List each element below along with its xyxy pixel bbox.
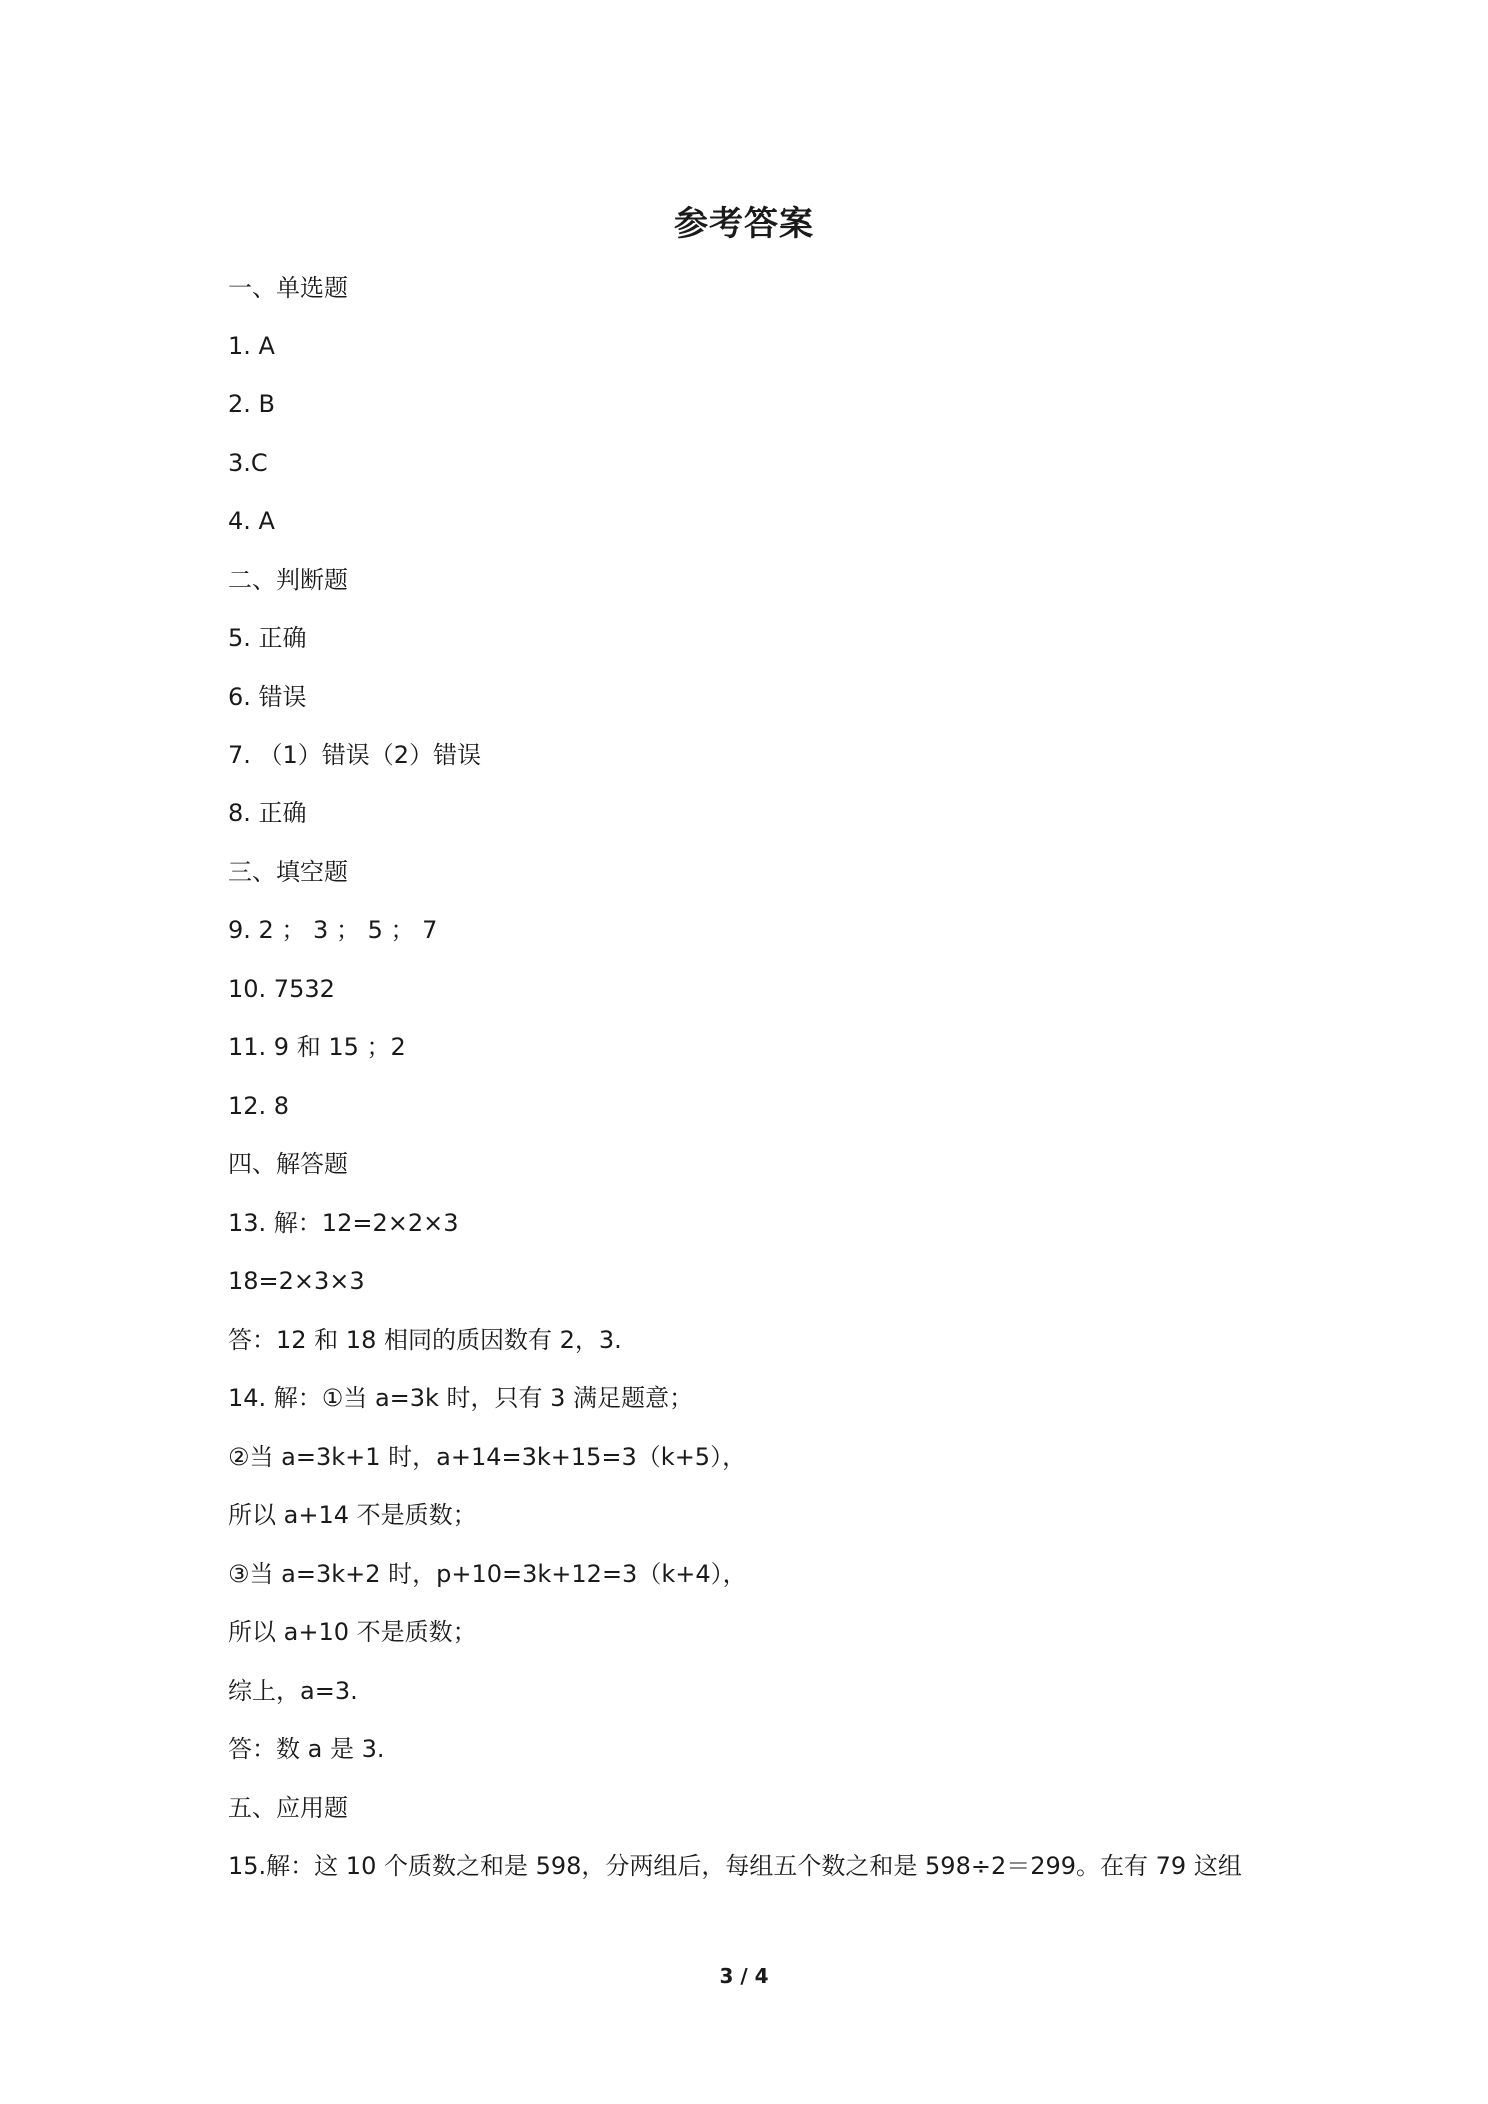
answer-line-9: 9. 2 ； 3 ； 5 ； 7: [228, 916, 438, 944]
answer-line-3: 3.C: [228, 449, 268, 477]
answer-line-11: 11. 9 和 15 ；2: [228, 1033, 406, 1061]
section-heading-true-false: 二、判断题: [228, 566, 348, 594]
section-heading-fill-blank: 三、填空题: [228, 858, 348, 886]
answer-line-14-conclusion: 答：数 a 是 3.: [228, 1735, 385, 1763]
answer-line-5: 5. 正确: [228, 624, 307, 652]
answer-line-7: 7. （1）错误（2）错误: [228, 741, 482, 769]
answer-line-4: 4. A: [228, 507, 275, 535]
section-heading-application: 五、应用题: [228, 1794, 348, 1822]
answer-line-14-case3-result: 所以 a+10 不是质数；: [228, 1618, 477, 1646]
answer-line-10: 10. 7532: [228, 975, 335, 1003]
answer-line-6: 6. 错误: [228, 683, 307, 711]
answer-line-14-case3: ③当 a=3k+2 时，p+10=3k+12=3（k+4），: [228, 1560, 747, 1588]
answer-line-8: 8. 正确: [228, 799, 307, 827]
answer-line-2: 2. B: [228, 390, 275, 418]
section-heading-single-choice: 一、单选题: [228, 274, 348, 302]
answer-line-14-case2-result: 所以 a+14 不是质数；: [228, 1501, 477, 1529]
answer-line-14-case2: ②当 a=3k+1 时，a+14=3k+15=3（k+5），: [228, 1443, 747, 1471]
section-heading-solve: 四、解答题: [228, 1150, 348, 1178]
page-title: 参考答案: [674, 204, 814, 244]
answer-line-14-summary: 综上，a=3.: [228, 1677, 358, 1705]
page-number: 3 / 4: [719, 1964, 769, 1988]
answer-line-1: 1. A: [228, 332, 275, 360]
answer-line-13: 13. 解：12=2×2×3: [228, 1209, 459, 1237]
answer-line-12: 12. 8: [228, 1092, 290, 1120]
answer-line-14: 14. 解：①当 a=3k 时，只有 3 满足题意；: [228, 1384, 694, 1412]
answer-line-13-conclusion: 答：12 和 18 相同的质因数有 2，3.: [228, 1326, 622, 1354]
answer-line-15: 15.解：这 10 个质数之和是 598，分两组后，每组五个数之和是 598÷2＝299。在有 79 这组: [228, 1852, 1242, 1880]
answer-line-13-cont: 18=2×3×3: [228, 1267, 365, 1295]
